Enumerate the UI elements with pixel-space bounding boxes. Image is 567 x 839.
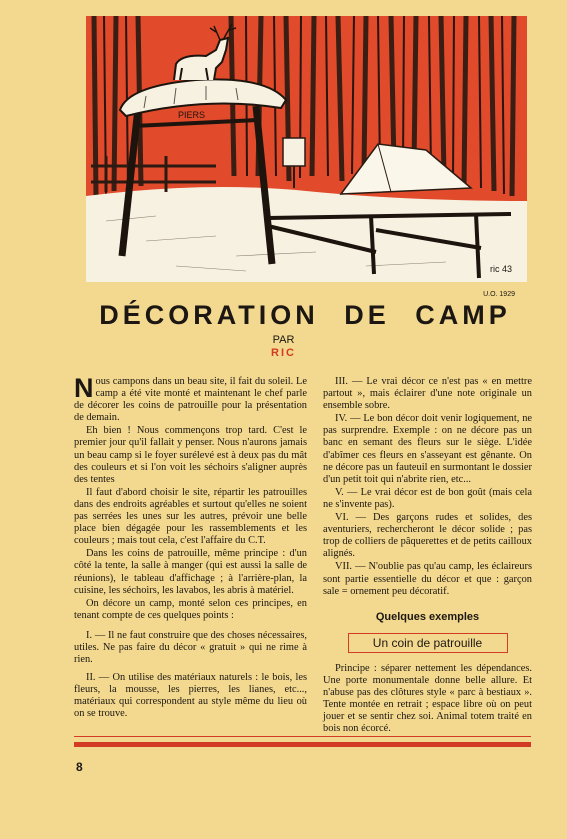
paragraph: On décore un camp, monté selon ces principes, en tenant compte de ces quelques points : — [74, 597, 307, 621]
divider-rule-thick — [74, 742, 531, 747]
paragraph: II. — On utilise des matériaux naturels : le bois, les fleurs, la mousse, les pierres, les lianes, etc..., matériaux qui correspondent au style même du lieu où on se trouve. — [74, 672, 307, 720]
artist-signature: ric 43 — [490, 264, 513, 274]
left-column — [74, 373, 307, 722]
paragraph: Dans les coins de patrouille, même principe : d'un côté la tente, la salle à manger (qui est aussi la salle de réunions), le tableau d'affichage ; à l'arrière-plan, la cuisine, les séchoirs, les lavabos, les abris à matériel. — [74, 548, 307, 596]
paragraph: I. — Il ne faut construire que des choses nécessaires, utiles. Ne pas faire du décor « gratuit » qui ne rime à rien. — [74, 629, 307, 666]
paragraph: Eh bien ! Nous commençons trop tard. C'est le premier jour qu'il fallait y penser. Nous n'aurons jamais un beau camp si le foyer surélevé est à deux pas du mât des couleurs et si l'on voit les séchoirs s'aligner auprès des tentes — [74, 425, 307, 485]
boxed-heading: Un coin de patrouille — [348, 633, 508, 653]
paragraph: VII. — N'oublie pas qu'au camp, les éclaireurs sont partie essentielle du décor et que : garçon sale = ornement peu décoratif. — [323, 561, 532, 597]
paragraph: Principe : séparer nettement les dépendances. Une porte monumentale donne belle allure. Et n'abuse pas des clôtures style « parc à bestiaux ». Tente montée en retrait ; espace libre où on peut jouer et se sentir chez soi. Animal totem traité en bois non écorcé. — [323, 662, 532, 735]
paragraph: III. — Le vrai décor ce n'est pas « en mettre partout », mais éclairer d'une note originale un ensemble sobre. — [323, 376, 532, 412]
paragraph: IV. — Le bon décor doit venir logiquement, ne pas surprendre. Exemple : on ne décore pas un banc en semant des fleurs sur le siège. L'idée d'abîmer ces fleurs en s'asseyant est gênante. On ne décore pas un fauteuil en surmontant le dossier d'un petit toit qui n'abrite rien, etc... — [323, 413, 532, 485]
gate-sign-text: PIERS — [178, 110, 206, 120]
paragraph: Il faut d'abord choisir le site, répartir les patrouilles dans des endroits agréables et surtout qu'elles ne soient pas serrées les unes sur les autres, prévoir une belle place bien dégagée pour les rassemblements et les couleurs ; mais tout cela, c'est l'affaire du C.T. — [74, 486, 307, 547]
paragraph: Nous campons dans un beau site, il fait du soleil. Le camp a été vite monté et maintenant le chef parle de décorer les coins de patrouille pour la présentation de demain. — [74, 373, 307, 424]
paragraph: VI. — Des garçons rudes et solides, des aventuriers, rechercheront le décor solide ; pas trop de colliers de pâquerettes et de petits cailloux alignés. — [323, 512, 532, 560]
article-title: DÉCORATION DE CAMP — [99, 300, 511, 330]
byline-author: RIC — [271, 347, 296, 359]
byline-par: PAR — [272, 334, 295, 346]
image-credit: U.O. 1929 — [483, 291, 515, 298]
camp-gate-illustration — [86, 16, 527, 282]
drop-cap: N — [74, 373, 94, 403]
right-column — [323, 376, 532, 736]
divider-rule-thin — [74, 736, 531, 737]
section-subheading: Quelques exemples — [375, 610, 480, 623]
page-number: 8 — [76, 760, 83, 774]
paragraph: V. — Le vrai décor est de bon goût (mais cela ne s'invente pas). — [323, 486, 532, 510]
